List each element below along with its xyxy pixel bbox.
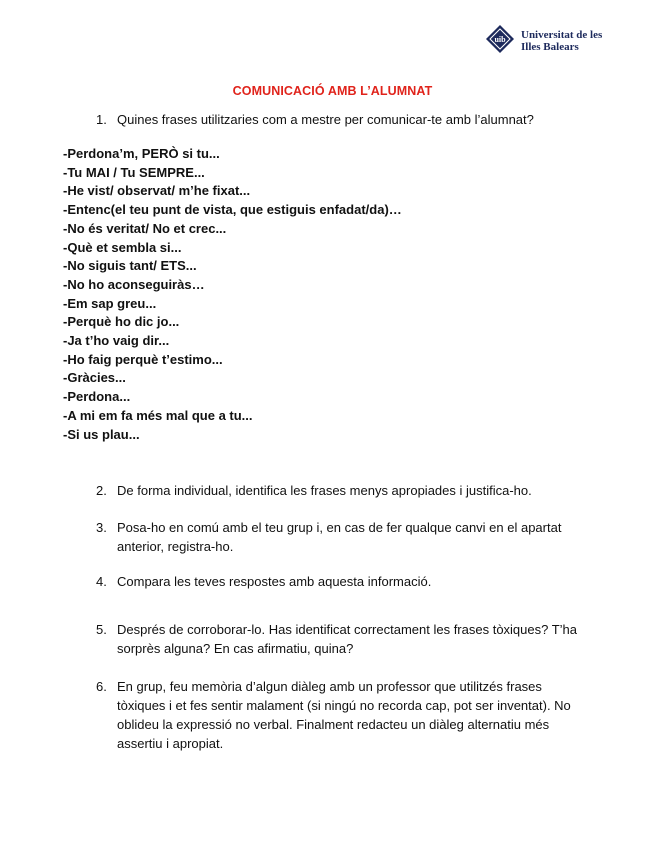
phrase-item: -Tu MAI / Tu SEMPRE... — [63, 164, 205, 180]
page-title: COMUNICACIÓ AMB L’ALUMNAT — [232, 84, 433, 98]
question-number: 1. — [96, 112, 107, 127]
phrase-item: -No ho aconseguiràs… — [63, 276, 205, 292]
question-text: De forma individual, identifica les frases menys apropiades i justifica-ho. — [117, 483, 532, 498]
phrase-item: -Gràcies... — [63, 370, 126, 386]
institution-line-2: Illes Balears — [521, 41, 579, 53]
phrase-item: -Què et sembla si... — [63, 239, 182, 255]
svg-text:uib: uib — [494, 35, 506, 44]
phrase-item: -He vist/ observat/ m’he fixat... — [63, 183, 251, 199]
phrase-item: -Perquè ho dic jo... — [63, 314, 180, 330]
uib-diamond-logo-icon — [485, 24, 515, 54]
phrase-item: -Ho faig perquè t’estimo... — [63, 351, 223, 367]
phrase-item: -Em sap greu... — [63, 295, 157, 311]
question-number: 2. — [96, 483, 107, 498]
phrase-item: -Perdona’m, PERÒ si tu... — [63, 146, 220, 161]
phrase-item: -Ja t’ho vaig dir... — [63, 333, 170, 349]
phrase-list — [63, 145, 402, 444]
question-number: 6. — [96, 679, 107, 694]
phrase-item: -No és veritat/ No et crec... — [63, 220, 227, 236]
question-number: 4. — [96, 574, 107, 589]
institution-line-1: Universitat de les — [521, 29, 603, 41]
phrase-item: -Si us plau... — [63, 426, 140, 442]
phrase-item: -A mi em fa més mal que a tu... — [63, 407, 253, 423]
question-text: Després de corroborar-lo. Has identificat correctament les frases tòxiques? T’ha sorprès alguna? En cas afirmatiu, quina? — [117, 622, 578, 656]
phrase-item: -No siguis tant/ ETS... — [63, 258, 197, 274]
phrase-item: -Entenc(el teu punt de vista, que estiguis enfadat/da)… — [63, 202, 402, 218]
question-text: En grup, feu memòria d’algun diàleg amb un professor que utilitzés frases tòxiques i et fes sentir malament (si ningú no recorda cap, pot ser inventat). No oblideu la expressió no verbal. Finalment redacteu un diàleg alternatiu més assertiu i apropiat. — [117, 679, 571, 751]
question-number: 3. — [96, 520, 107, 535]
question-text: Quines frases utilitzaries com a mestre per comunicar-te amb l’alumnat? — [117, 112, 534, 127]
phrase-item: -Perdona... — [63, 389, 131, 405]
question-number: 5. — [96, 622, 107, 637]
question-text: Compara les teves respostes amb aquesta informació. — [117, 574, 432, 589]
university-logo — [485, 24, 610, 58]
question-text: Posa-ho en comú amb el teu grup i, en cas de fer qualque canvi en el apartat anterior, registra-ho. — [117, 520, 562, 554]
institution-name — [521, 29, 602, 53]
